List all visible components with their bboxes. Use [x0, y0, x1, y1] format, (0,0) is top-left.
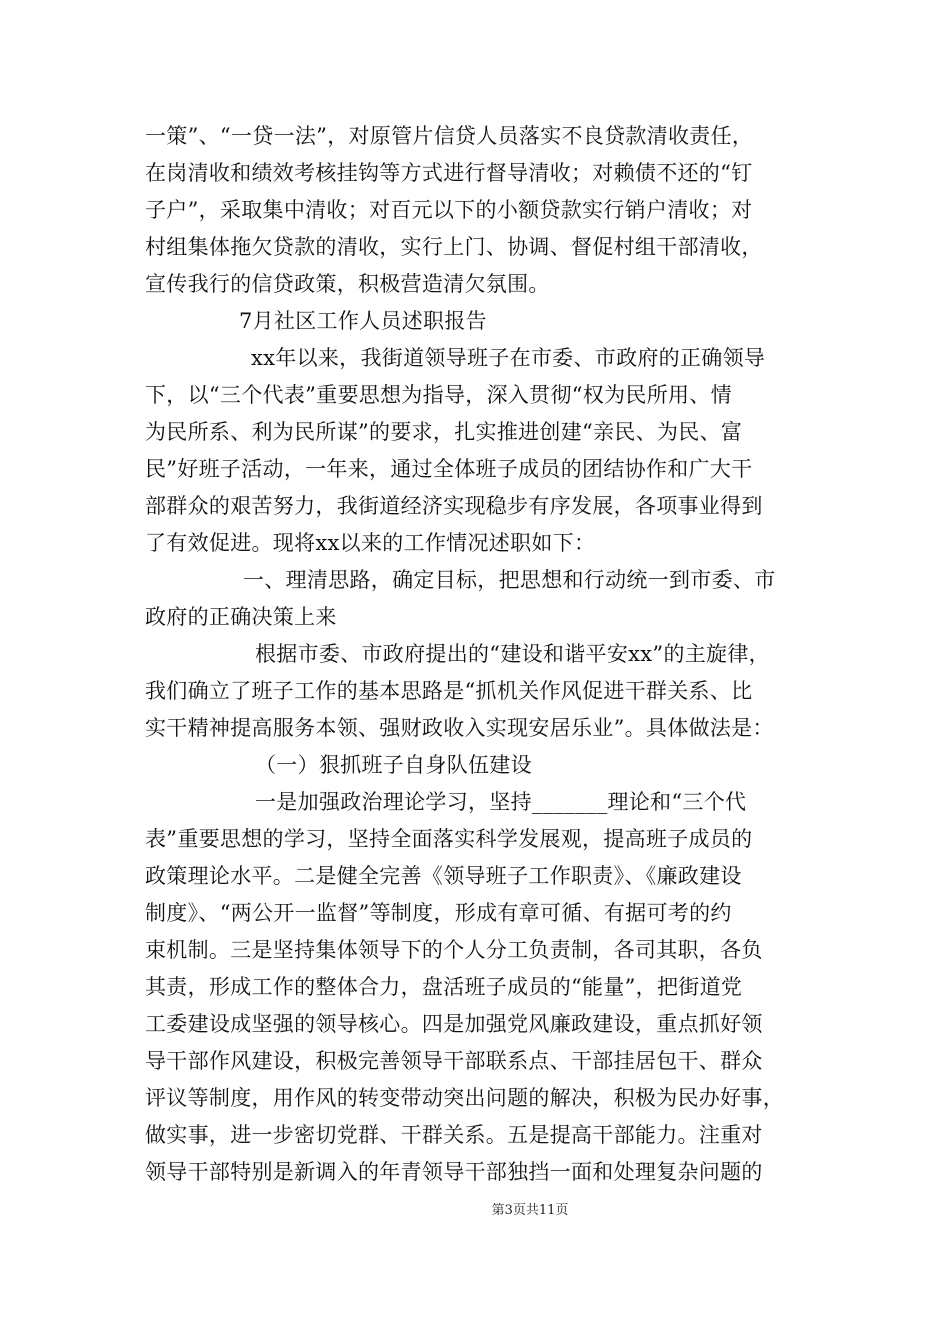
text-line: 一是加强政治理论学习，坚持_______理论和“三个代 [255, 790, 747, 814]
page-footer [0, 1203, 950, 1219]
text-line: 束机制。三是坚持集体领导下的个人分工负责制，各司其职，各负 [145, 938, 763, 962]
text-line: 工委建设成坚强的领导核心。四是加强党风廉政建设，重点抓好领 [145, 1012, 763, 1036]
text-line: 子户”，采取集中清收；对百元以下的小额贷款实行销户清收；对 [145, 198, 753, 222]
document-body [145, 118, 810, 1191]
text-line: 村组集体拖欠贷款的清收，实行上门、协调、督促村组干部清收， [145, 235, 763, 259]
section-heading: 一、理清思路，确定目标，把思想和行动统一到市委、市 [243, 568, 776, 592]
text-line: 了有效促进。现将xx以来的工作情况述职如下： [145, 531, 596, 555]
text-line: 领导干部特别是新调入的年青领导干部独挡一面和处理复杂问题的 [145, 1160, 763, 1184]
text-line: 下，以“三个代表”重要思想为指导，深入贯彻“权为民所用、情 [145, 383, 732, 407]
text-line: 表”重要思想的学习，坚持全面落实科学发展观，提高班子成员的 [145, 827, 753, 851]
text-line: xx年以来，我街道领导班子在市委、市政府的正确领导 [251, 346, 766, 370]
text-line: 导干部作风建设，积极完善领导干部联系点、干部挂居包干、群众 [145, 1049, 763, 1073]
text-line: 民”好班子活动，一年来，通过全体班子成员的团结协作和广大干 [145, 457, 753, 481]
subsection-heading: （一）狠抓班子自身队伍建设 [255, 753, 532, 777]
text-line: 为民所系、利为民所谋”的要求，扎实推进创建“亲民、为民、富 [145, 420, 743, 444]
text-line: 一策”、“一贷一法”，对原管片信贷人员落实不良贷款清收责任， [145, 124, 754, 148]
section-heading: 政府的正确决策上来 [145, 605, 337, 629]
text-line: 宣传我行的信贷政策，积极营造清欠氛围。 [145, 272, 550, 296]
text-line: 评议等制度，用作风的转变带动突出问题的解决，积极为民办好事， [145, 1086, 784, 1110]
text-line: 实干精神提高服务本领、强财政收入实现安居乐业”。具体做法是： [145, 716, 774, 740]
text-line: 政策理论水平。二是健全完善《领导班子工作职责》、《廉政建设 [145, 864, 742, 888]
text-line: 其责，形成工作的整体合力，盘活班子成员的“能量”，把街道党 [145, 975, 743, 999]
text-line: 做实事，进一步密切党群、干群关系。五是提高干部能力。注重对 [145, 1123, 763, 1147]
text-line: 根据市委、市政府提出的“建设和谐平安xx”的主旋律， [255, 642, 770, 666]
text-line: 在岗清收和绩效考核挂钩等方式进行督导清收；对赖债不还的“钉 [145, 161, 753, 185]
page-number: 第3页共11页 [491, 1203, 569, 1218]
text-line: 部群众的艰苦努力，我街道经济实现稳步有序发展，各项事业得到 [145, 494, 763, 518]
report-title: 7月社区工作人员述职报告 [239, 309, 487, 333]
text-line: 制度》、“两公开一监督”等制度，形成有章可循、有据可考的约 [145, 901, 732, 925]
text-line: 我们确立了班子工作的基本思路是“抓机关作风促进干群关系、比 [145, 679, 753, 703]
